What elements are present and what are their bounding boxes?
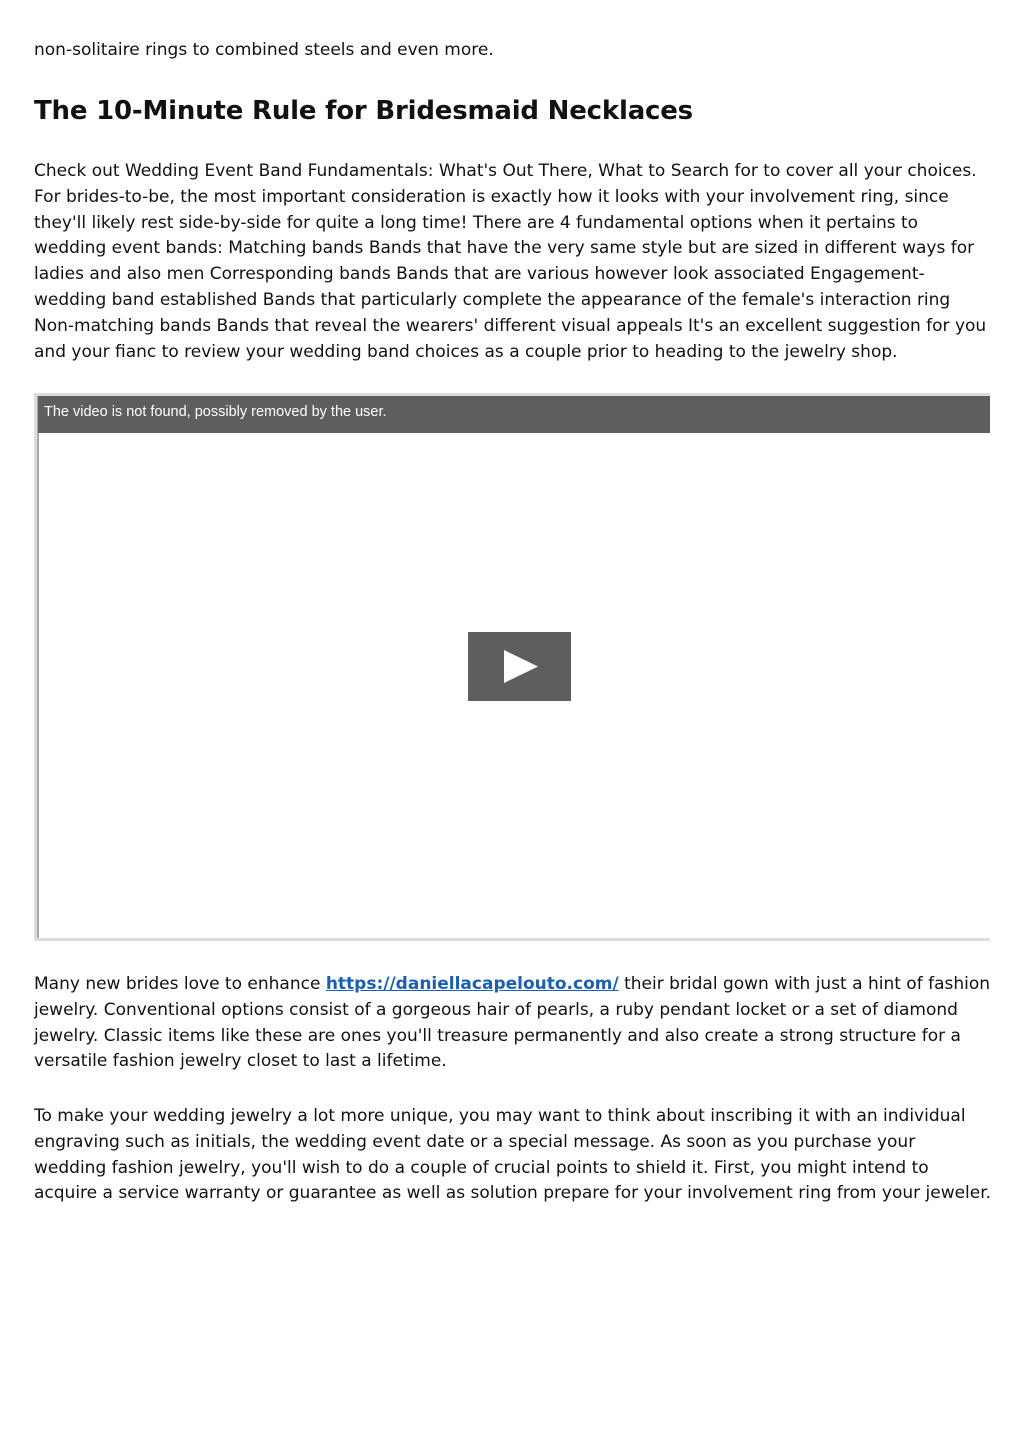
intro-line: non-solitaire rings to combined steels and even more. (34, 40, 494, 60)
paragraph-text: Many new brides love to enhance (34, 974, 326, 994)
paragraph-wedding-bands: Check out Wedding Event Band Fundamentals: What's Out There, What to Search for to cover all your choices. For brides-to-be, the most important consideration is exactly how it looks with your involvement ring, since they'll likely rest side-by-side for quite a long time! There are 4 fundamental options when it pertains to wedding event bands: Matching bands Bands that have the very same style but are sized in different ways for ladies and also men Corresponding bands Bands that are various however look associated Engagement-wedding band established Bands that particularly complete the appearance of the female's interaction ring Non-matching bands Bands that reveal the wearers' different visual appeals It's an excellent suggestion for you and your fianc to review your wedding band choices as a couple prior to heading to the jewelry shop. (34, 161, 987, 362)
section-heading: The 10-Minute Rule for Bridesmaid Necklaces (34, 96, 693, 126)
paragraph-text: their bridal gown with just a hint of fashion jewelry. Conventional options consist of a gorgeous hair of pearls, a ruby pendant locket or a set of diamond jewelry. Classic items like these are ones you'll treasure permanently and also create a strong structure for a versatile fashion jewelry closet to last a lifetime. (34, 974, 991, 1072)
video-embed[interactable] (34, 393, 990, 941)
video-title-bar (38, 396, 990, 433)
paragraph-engraving: To make your wedding jewelry a lot more unique, you may want to think about inscribing it with an individual engraving such as initials, the wedding event date or a special message. As soon as you purchase your wedding fashion jewelry, you'll wish to do a couple of crucial points to shield it. First, you might intend to acquire a service warranty or guarantee as well as solution prepare for your involvement ring from your jeweler. (34, 1106, 992, 1204)
daniellacapelouto-link[interactable]: https://daniellacapelouto.com/ (325, 974, 619, 994)
play-button[interactable] (468, 632, 571, 701)
paragraph-bridal-jewelry (34, 972, 992, 1075)
video-not-found-message: The video is not found, possibly removed by the user. (44, 404, 387, 420)
play-icon (468, 632, 571, 701)
